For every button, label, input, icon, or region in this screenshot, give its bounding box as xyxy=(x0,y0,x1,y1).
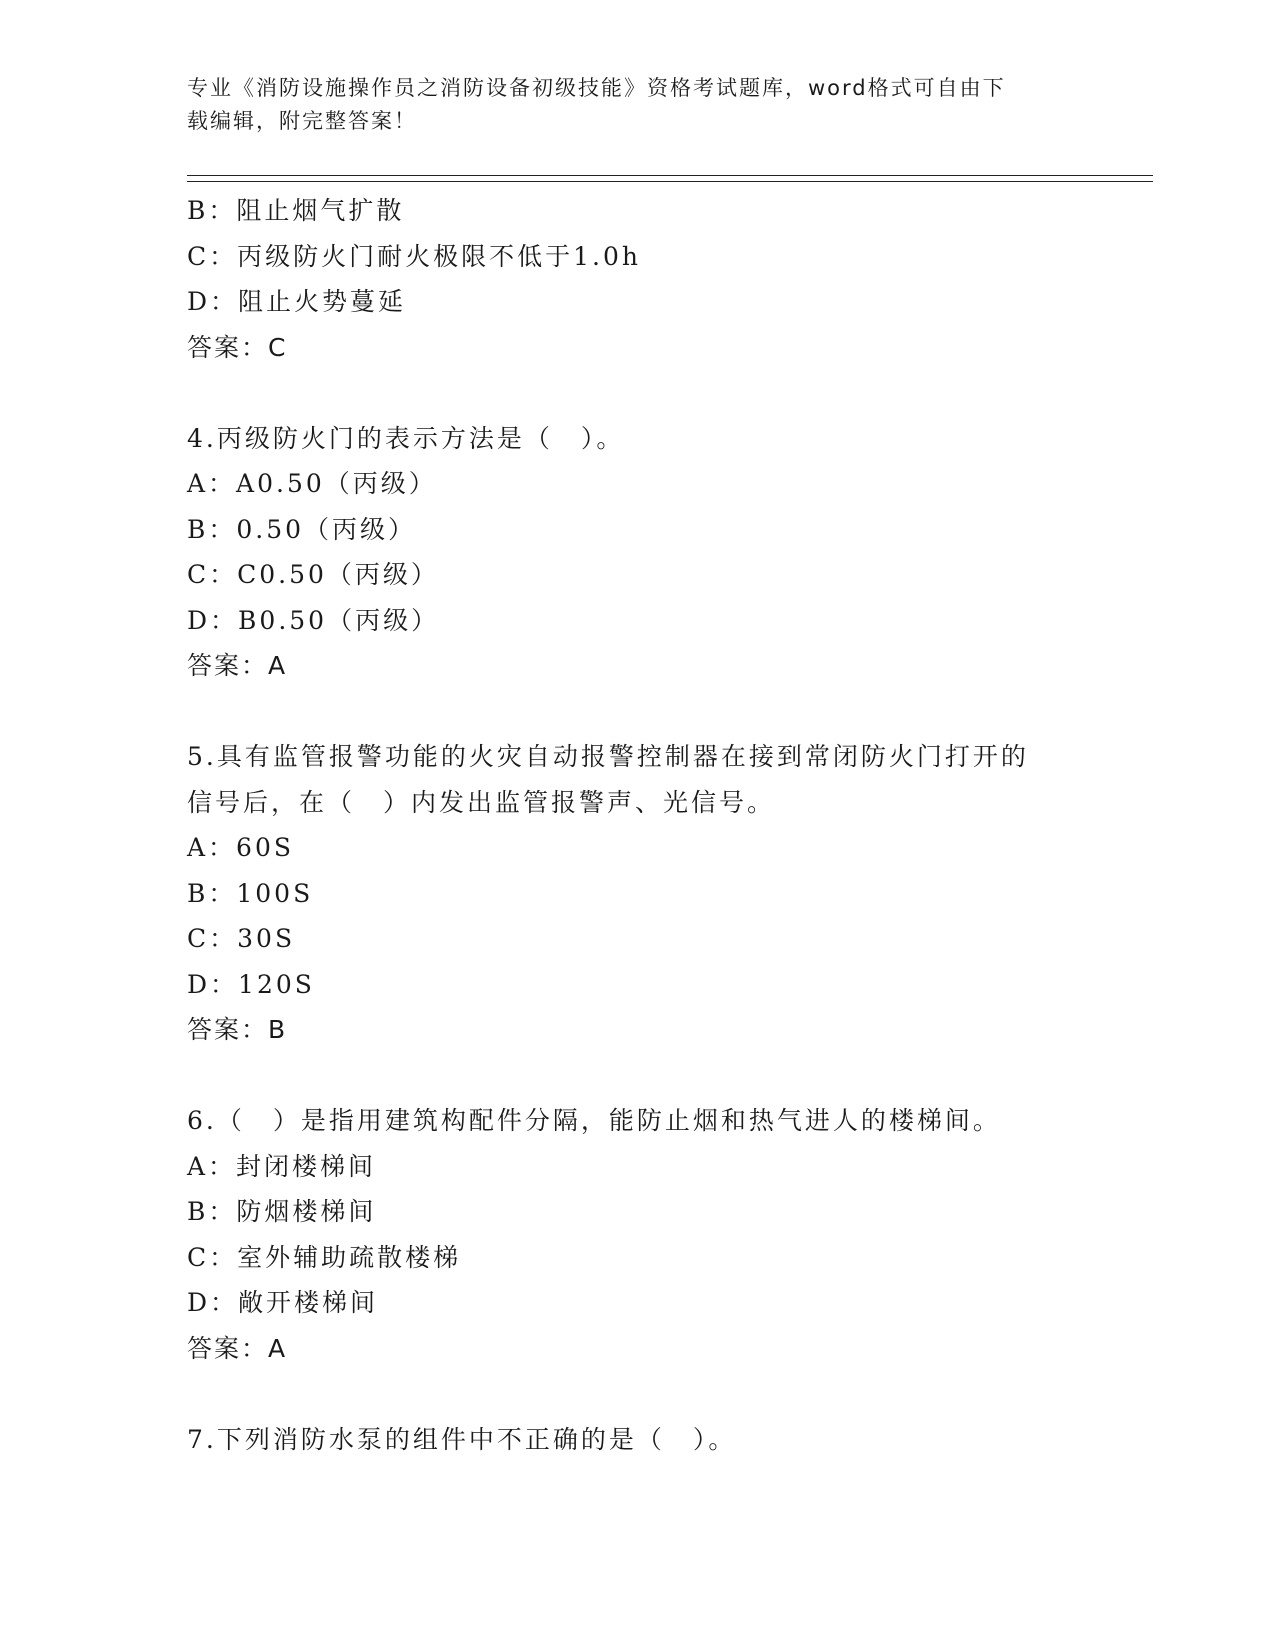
option-text: C：30S xyxy=(187,924,296,953)
question-stem: 信号后，在（ ）内发出监管报警声、光信号。 xyxy=(187,787,776,817)
header-line-2: 载编辑，附完整答案！ xyxy=(187,109,417,133)
answer-text: 答案：A xyxy=(187,651,288,680)
question-block xyxy=(187,416,1087,689)
option-text: A：A0.50（丙级） xyxy=(187,469,437,498)
question-list xyxy=(187,188,1087,1462)
header-divider-top xyxy=(187,175,1153,176)
header-divider-bottom xyxy=(187,181,1153,182)
question-block xyxy=(187,1098,1087,1371)
question-stem: 5.具有监管报警功能的火灾自动报警控制器在接到常闭防火门打开的 xyxy=(187,742,1029,771)
option-text: C：丙级防火门耐火极限不低于1.0h xyxy=(187,241,641,271)
option-text: A：封闭楼梯间 xyxy=(187,1151,377,1181)
question-stem: 4.丙级防火门的表示方法是（ ）。 xyxy=(187,423,625,453)
question-block xyxy=(187,734,1087,1053)
answer-text: 答案：A xyxy=(187,1333,288,1363)
header-line-1: 专业《消防设施操作员之消防设备初级技能》资格考试题库，word格式可自由下 xyxy=(187,76,1006,100)
option-text: A：60S xyxy=(187,833,294,862)
spacer xyxy=(187,1371,1087,1417)
option-text: C：室外辅助疏散楼梯 xyxy=(187,1242,462,1272)
option-text: D：阻止火势蔓延 xyxy=(187,287,407,316)
document-header xyxy=(187,72,1077,138)
option-text: C：C0.50（丙级） xyxy=(187,560,439,589)
question-block xyxy=(187,1417,1087,1463)
question-stem: 7.下列消防水泵的组件中不正确的是（ ）。 xyxy=(187,1424,737,1454)
option-text: D：120S xyxy=(187,969,315,999)
spacer xyxy=(187,689,1087,735)
question-block xyxy=(187,188,1087,370)
spacer xyxy=(187,370,1087,416)
option-text: B：阻止烟气扩散 xyxy=(187,196,405,225)
option-text: D：敞开楼梯间 xyxy=(187,1288,379,1317)
option-text: B：100S xyxy=(187,878,314,908)
question-stem: 6.（ ）是指用建筑构配件分隔，能防止烟和热气进人的楼梯间。 xyxy=(187,1106,1001,1135)
spacer xyxy=(187,1053,1087,1099)
option-text: D：B0.50（丙级） xyxy=(187,605,440,635)
option-text: B：0.50（丙级） xyxy=(187,514,417,544)
answer-text: 答案：C xyxy=(187,332,288,362)
option-text: B：防烟楼梯间 xyxy=(187,1197,377,1226)
answer-text: 答案：B xyxy=(187,1015,288,1044)
